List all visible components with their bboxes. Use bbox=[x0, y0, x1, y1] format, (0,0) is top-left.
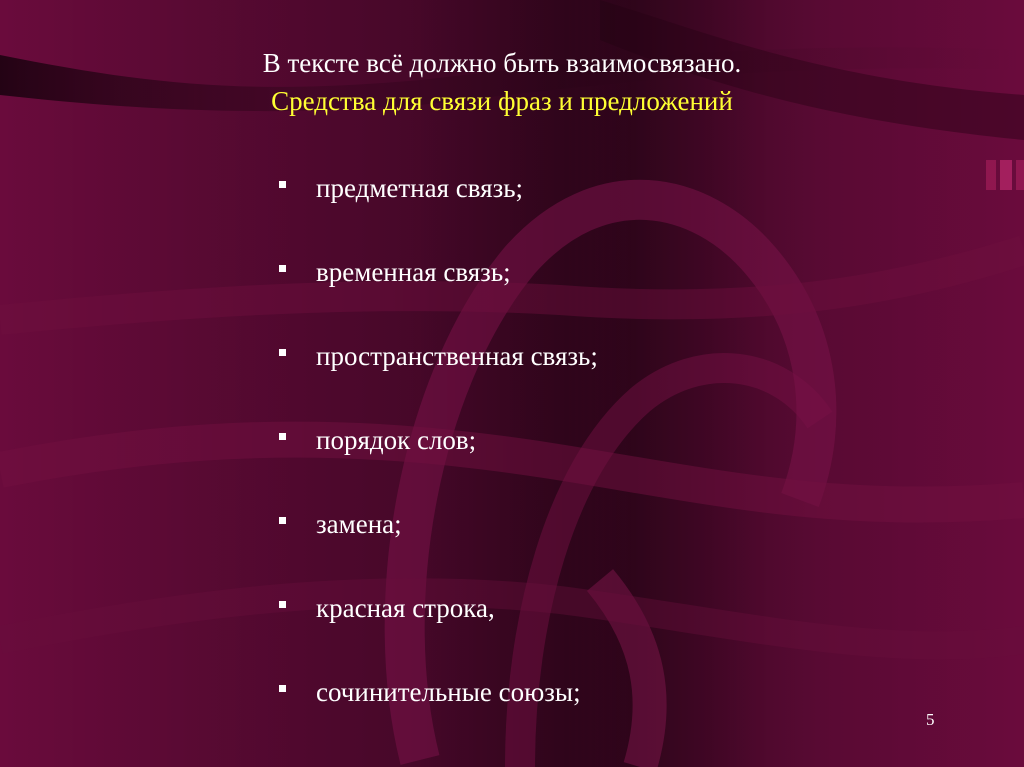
list-item bbox=[279, 590, 598, 674]
square-bullet-icon bbox=[279, 349, 286, 356]
list-item-text: порядок слов; bbox=[316, 425, 477, 455]
square-bullet-icon bbox=[279, 433, 286, 440]
list-item bbox=[279, 674, 598, 758]
list-item-text: сочинительные союзы; bbox=[316, 677, 581, 707]
slide-title bbox=[0, 44, 1014, 120]
square-bullet-icon bbox=[279, 265, 286, 272]
square-bullet-icon bbox=[279, 601, 286, 608]
bullet-list bbox=[279, 170, 598, 758]
square-bullet-icon bbox=[279, 517, 286, 524]
square-bullet-icon bbox=[279, 685, 286, 692]
list-item bbox=[279, 254, 598, 338]
list-item-text: красная строка, bbox=[316, 593, 495, 623]
title-line-2: Средства для связи фраз и предложений bbox=[271, 86, 733, 116]
square-bullet-icon bbox=[279, 181, 286, 188]
list-item-text: замена; bbox=[316, 509, 402, 539]
list-item bbox=[279, 422, 598, 506]
list-item bbox=[279, 338, 598, 422]
list-item bbox=[279, 170, 598, 254]
list-item-text: предметная связь; bbox=[316, 173, 524, 203]
list-item-text: пространственная связь; bbox=[316, 341, 598, 371]
list-item-text: временная связь; bbox=[316, 257, 511, 287]
title-line-1: В тексте всё должно быть взаимосвязано. bbox=[262, 48, 742, 78]
page-number: 5 bbox=[926, 710, 935, 729]
list-item bbox=[279, 506, 598, 590]
